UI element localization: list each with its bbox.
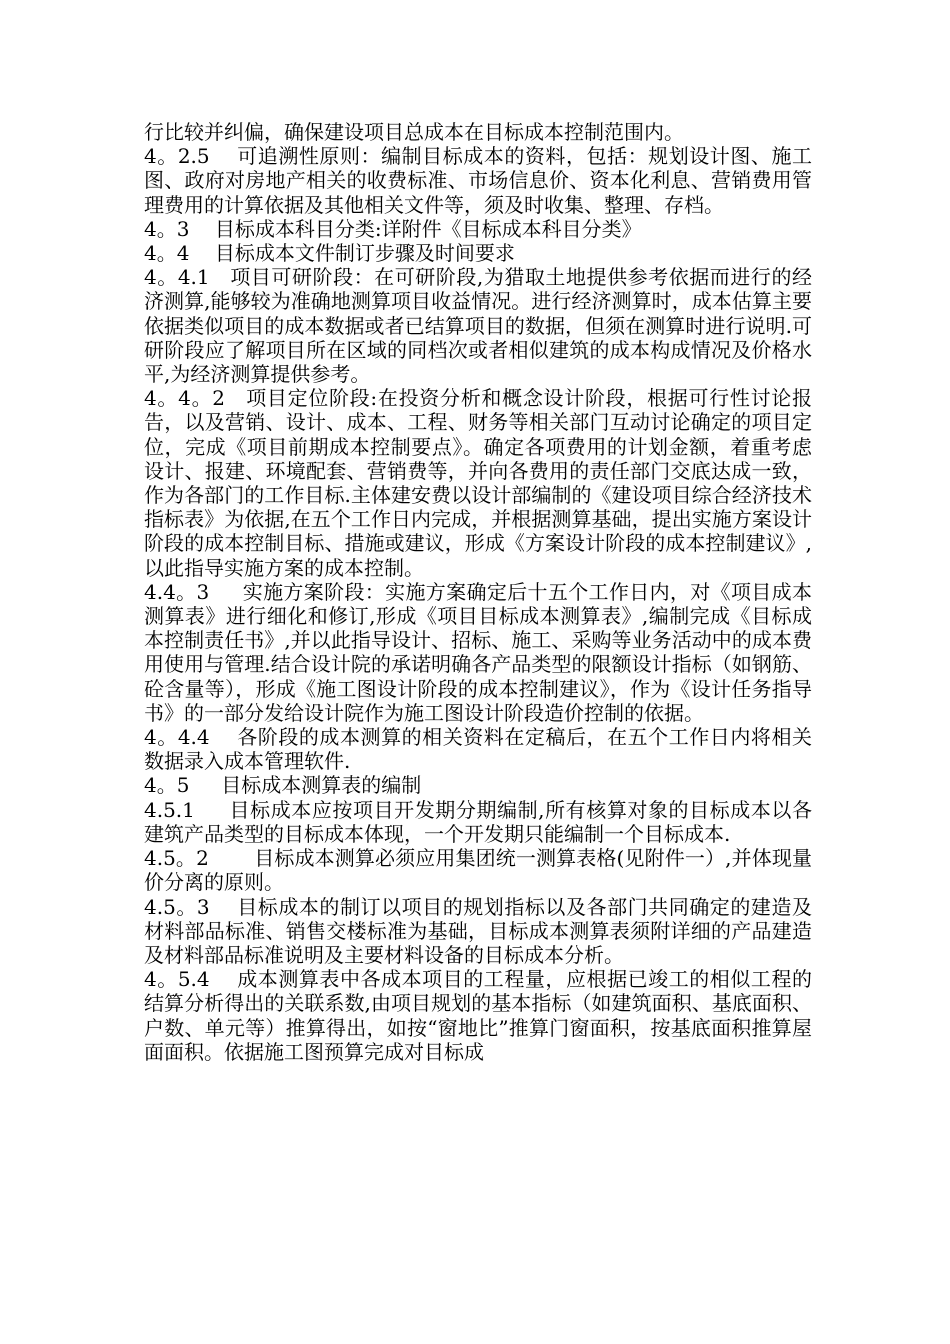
paragraph-4-4-3: 4.4。3 实施方案阶段：实施方案确定后十五个工作日内，对《项目成本测算表》进行细化和修订,形成《项目目标成本测算表》,编制完成《目标成本控制责任书》,并以此指导设计、招标、施工、采购等业务活动中的成本费用使用与管理.结合设计院的承诺明确各产品类型的限额设计指标（如钢筋、砼含量等），形成《施工图设计阶段的成本控制建议》，作为《设计任务指导书》的一部分发给设计院作为施工图设计阶段造价控制的依据。 [144, 579, 812, 725]
paragraph-4-4-2: 4。4。2 项目定位阶段:在投资分析和概念设计阶段，根据可行性讨论报告，以及营销、设计、成本、工程、财务等相关部门互动讨论确定的项目定位，完成《项目前期成本控制要点》。确定各项费用的计划金额，着重考虑设计、报建、环境配套、营销费等，并向各费用的责任部门交底达成一致，作为各部门的工作目标.主体建安费以设计部编制的《建设项目综合经济技术指标表》为依据,在五个工作日内完成，并根据测算基础，提出实施方案设计阶段的成本控制目标、措施或建议，形成《方案设计阶段的成本控制建议》,以此指导实施方案的成本控制。 [144, 386, 812, 580]
paragraph-4-5-4: 4。5.4 成本测算表中各成本项目的工程量，应根据已竣工的相似工程的结算分析得出的关联系数,由项目规划的基本指标（如建筑面积、基底面积、户数、单元等）推算得出，如按“窗地比”推算门窗面积，按基底面积推算屋面面积。依据施工图预算完成对目标成 [144, 967, 812, 1064]
heading-4-4: 4。4 目标成本文件制订步骤及时间要求 [144, 241, 515, 266]
heading-4-5: 4。5 目标成本测算表的编制 [144, 773, 422, 798]
heading-4-3: 4。3 目标成本科目分类:详附件《目标成本科目分类》 [144, 216, 642, 241]
paragraph-continuation: 行比较并纠偏，确保建设项目总成本在目标成本控制范围内。 [144, 120, 684, 144]
paragraph-4-5-2: 4.5。2 目标成本测算必须应用集团统一测算表格(见附件一）,并体现量价分离的原则。 [144, 846, 812, 895]
paragraph-4-5-1: 4.5.1 目标成本应按项目开发期分期编制,所有核算对象的目标成本以各建筑产品类型的目标成本体现，一个开发期只能编制一个目标成本. [144, 797, 812, 846]
paragraph-4-4-1: 4。4.1 项目可研阶段：在可研阶段,为猎取土地提供参考依据而进行的经济测算,能够较为准确地测算项目收益情况。进行经济测算时，成本估算主要依据类似项目的成本数据或者已结算项目的数据，但须在测算时进行说明.可研阶段应了解项目所在区域的同档次或者相似建筑的成本构成情况及价格水平,为经济测算提供参考。 [144, 265, 812, 387]
paragraph-4-5-3: 4.5。3 目标成本的制订以项目的规划指标以及各部门共同确定的建造及材料部品标准、销售交楼标准为基础，目标成本测算表须附详细的产品建造及材料部品标准说明及主要材料设备的目标成本分析。 [144, 894, 812, 967]
paragraph-4-2-5: 4。2.5 可追溯性原则：编制目标成本的资料，包括：规划设计图、施工图、政府对房地产相关的收费标准、市场信息价、资本化利息、营销费用管理费用的计算依据及其他相关文件等，须及时收集、整理、存档。 [144, 144, 812, 217]
paragraph-4-4-4: 4。4.4 各阶段的成本测算的相关资料在定稿后，在五个工作日内将相关数据录入成本管理软件. [144, 725, 812, 774]
document-body [144, 120, 812, 1064]
